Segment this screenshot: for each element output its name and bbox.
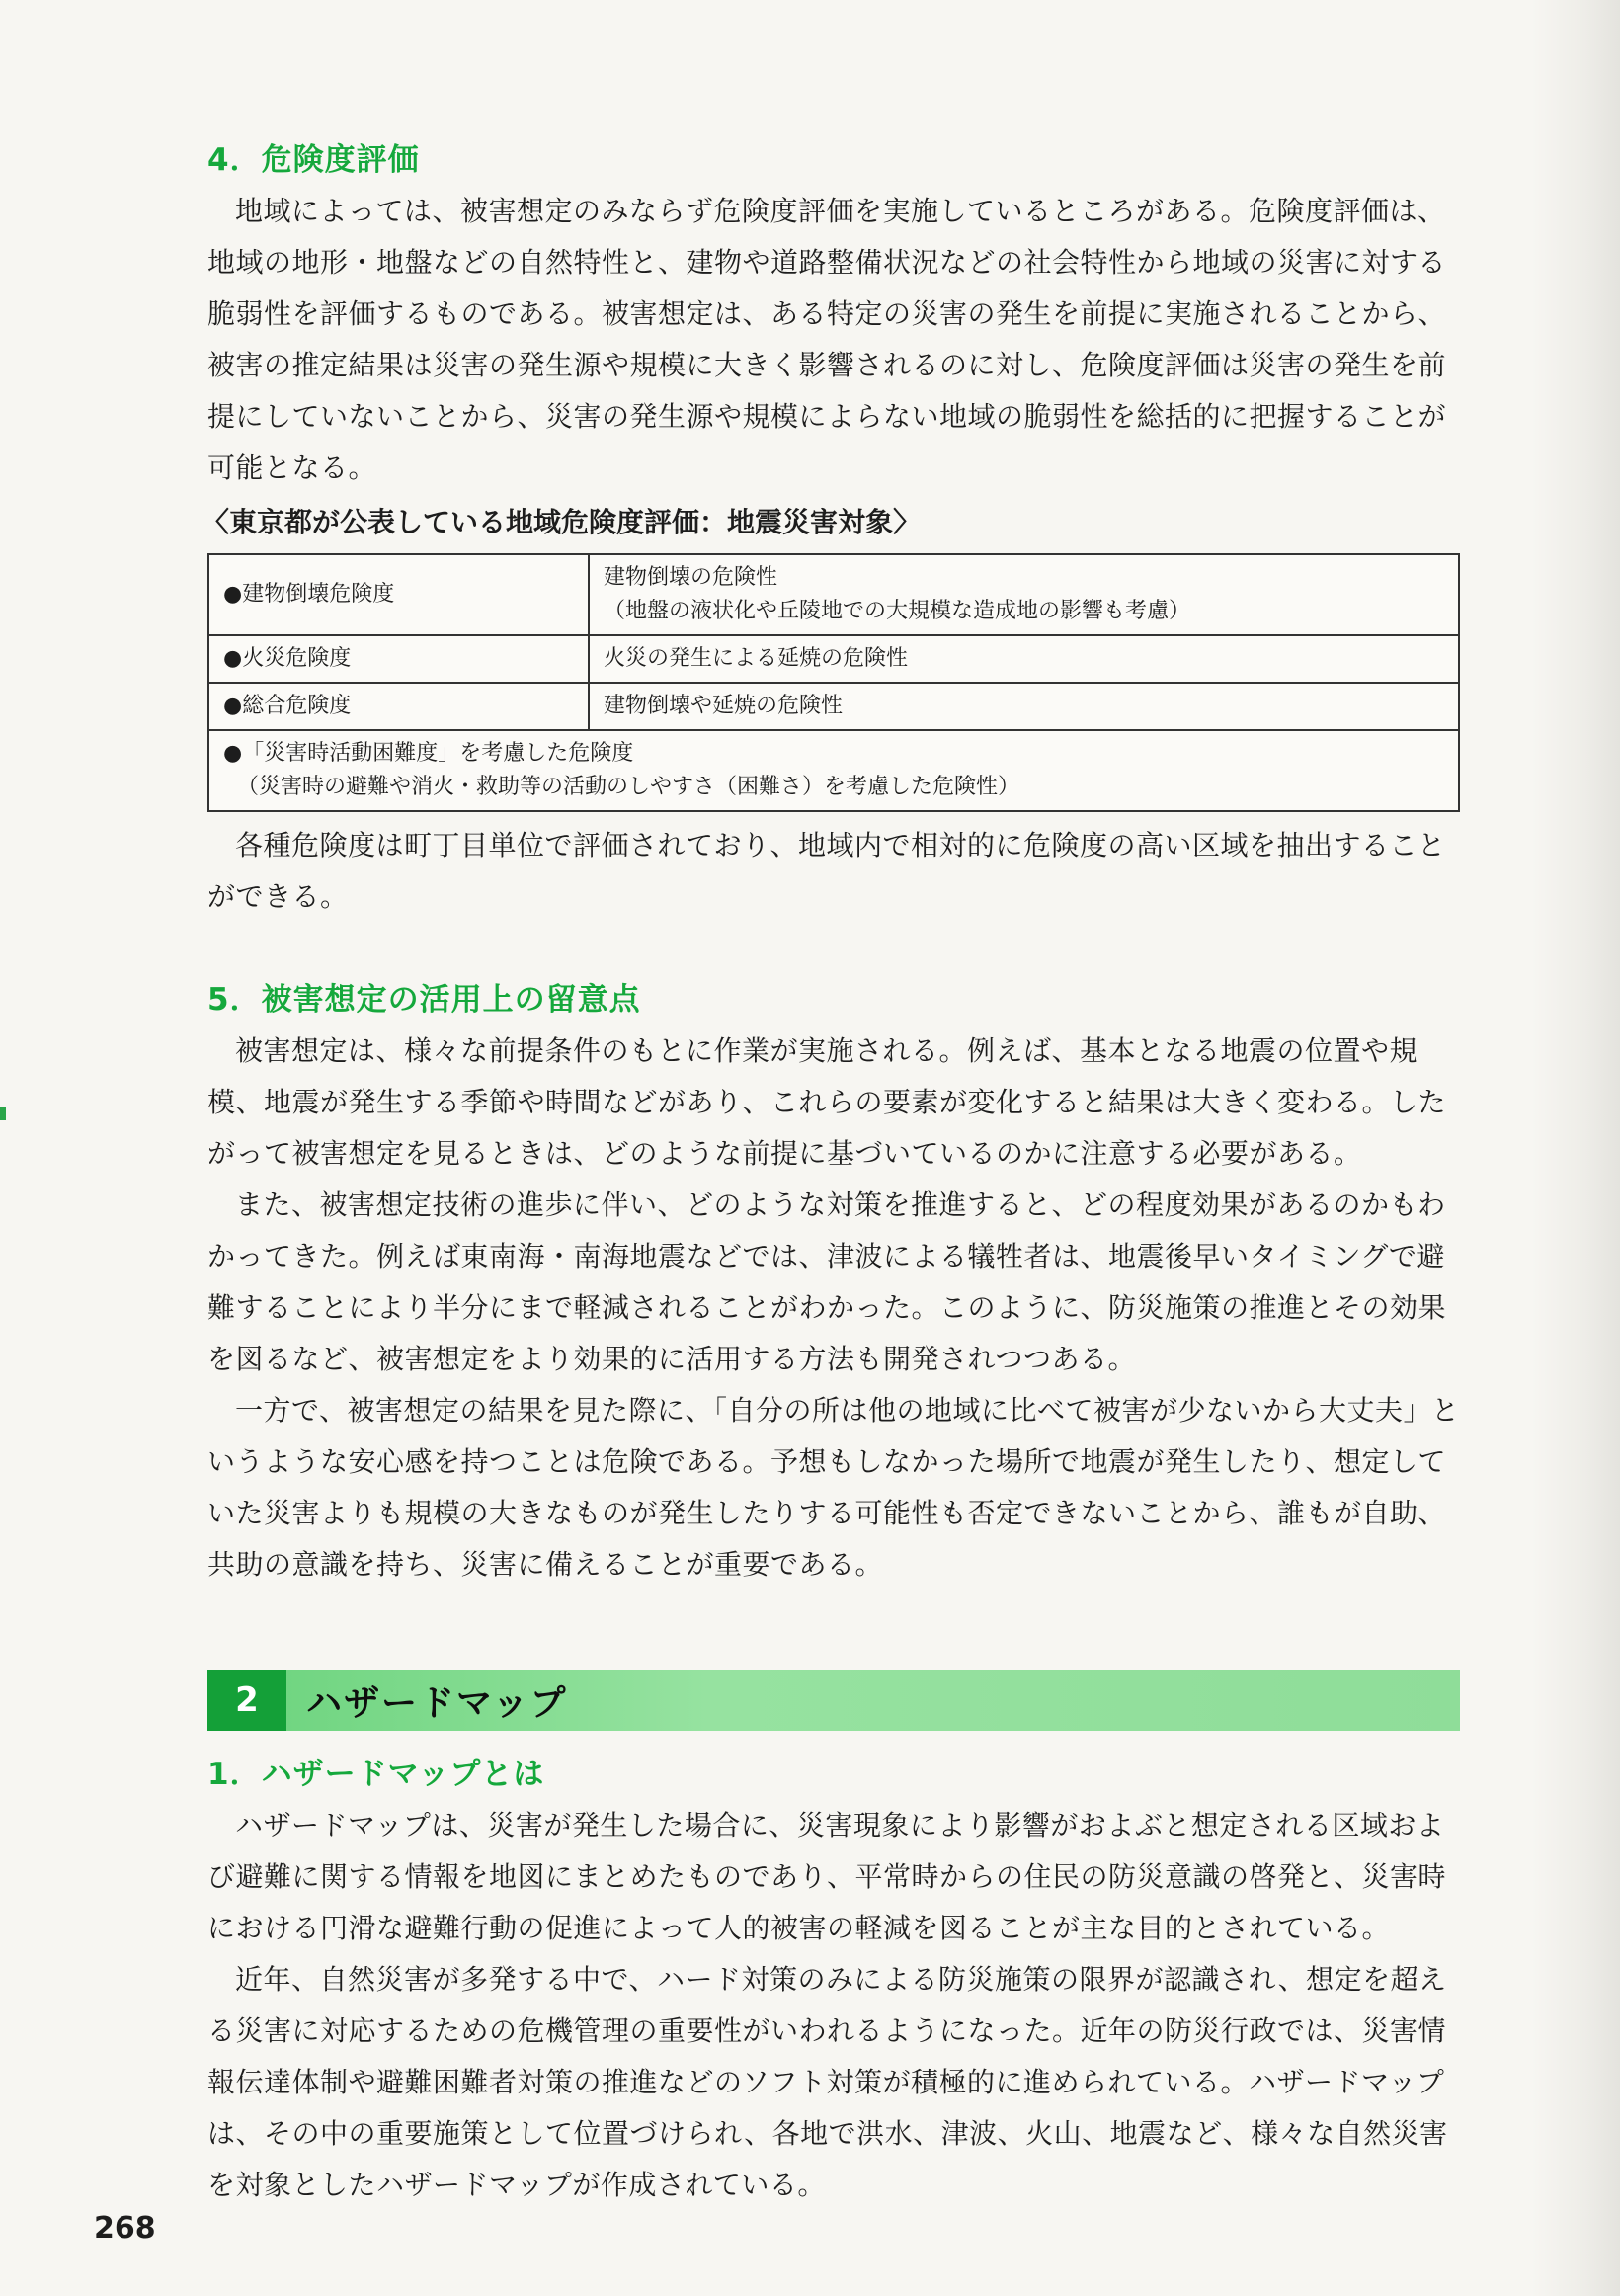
- table-row: [208, 635, 1459, 683]
- section-5-paragraph: 被害想定は、様々な前提条件のもとに作業が実施される。例えば、基本となる地震の位置や規模、地震が発生する季節や時間などがあり、これらの要素が変化すると結果は大きく変わる。したがって被害想定を見るときは、どのような前提に基づいているのかに注意する必要がある。: [207, 1034, 1447, 1170]
- risk-table-title: 〈東京都が公表している地域危険度評価：地震災害対象〉: [202, 506, 922, 538]
- table-row: [208, 683, 1459, 730]
- table-cell-label: ●総合危険度: [208, 683, 589, 730]
- after-table-paragraph: 各種危険度は町丁目単位で評価されており、地域内で相対的に危険度の高い区域を抽出することができる。: [207, 829, 1446, 913]
- section-5-paragraph: 一方で、被害想定の結果を見た際に、「自分の所は他の地域に比べて被害が少ないから大丈夫」というような安心感を持つことは危険である。予想もしなかった場所で地震が発生したり、想定していた災害よりも規模の大きなものが発生したりする可能性も否定できないことから、誰もが自助、共助の意識を持ち、災害に備えることが重要である。: [207, 1394, 1460, 1581]
- page-content: [202, 138, 1460, 2211]
- table-cell-desc-line: 建物倒壊の危険性: [604, 565, 778, 590]
- chapter-2-banner: [207, 1670, 1460, 1731]
- section-5-heading: 5．被害想定の活用上の留意点: [207, 982, 641, 1018]
- table-footer-line: ●「災害時活動困難度」を考慮した危険度: [223, 741, 634, 766]
- section-4-paragraph: 地域によっては、被害想定のみならず危険度評価を実施しているところがある。危険度評価は、地域の地形・地盤などの自然特性と、建物や道路整備状況などの社会特性から地域の災害に対する脆弱性を評価するものである。被害想定は、ある特定の災害の発生を前提に実施されることから、被害の推定結果は災害の発生源や規模に大きく影響されるのに対し、危険度評価は災害の発生を前提にしていないことから、災害の発生源や規模によらない地域の脆弱性を総括的に把握することが可能となる。: [207, 195, 1447, 484]
- margin-marker: [0, 1107, 6, 1120]
- subsection-1-paragraph: ハザードマップは、災害が発生した場合に、災害現象により影響がおよぶと想定される区域および避難に関する情報を地図にまとめたものであり、平常時からの住民の防災意識の啓発と、災害時における円滑な避難行動の促進によって人的被害の軽減を図ることが主な目的とされている。: [207, 1809, 1447, 1944]
- risk-table: [207, 553, 1460, 812]
- table-row: [208, 730, 1459, 811]
- table-cell-desc-line: （地盤の液状化や丘陵地での大規模な造成地の影響も考慮）: [604, 599, 1191, 623]
- section-4-heading: 4．危険度評価: [207, 142, 420, 178]
- table-cell-desc: 建物倒壊や延焼の危険性: [589, 683, 1459, 730]
- table-cell-desc: [589, 554, 1459, 635]
- table-row: [208, 554, 1459, 635]
- chapter-title: ハザードマップ: [306, 1682, 568, 1724]
- table-footer-line: （災害時の避難や消火・救助等の活動のしやすさ（困難さ）を考慮した危険性）: [237, 775, 1020, 799]
- section-5-paragraph: また、被害想定技術の進歩に伴い、どのような対策を推進すると、どの程度効果があるのかもわかってきた。例えば東南海・南海地震などでは、津波による犠牲者は、地震後早いタイミングで避難することにより半分にまで軽減されることがわかった。このように、防災施策の推進とその効果を図るなど、被害想定をより効果的に活用する方法も開発されつつある。: [207, 1189, 1447, 1375]
- subsection-1-heading: 1．ハザードマップとは: [207, 1757, 545, 1792]
- page-number: 268: [94, 2211, 156, 2246]
- subsection-1-paragraph: 近年、自然災害が多発する中で、ハード対策のみによる防災施策の限界が認識され、想定を超える災害に対応するための危機管理の重要性がいわれるようになった。近年の防災行政では、災害情報伝達体制や避難困難者対策の推進などのソフト対策が積極的に進められている。ハザードマップは、その中の重要施策として位置づけられ、各地で洪水、津波、火山、地震など、様々な自然災害を対象としたハザードマップが作成されている。: [207, 1963, 1448, 2201]
- table-cell-label: ●火災危険度: [208, 635, 589, 683]
- table-cell-label: ●建物倒壊危険度: [208, 554, 589, 635]
- table-cell-desc: 火災の発生による延焼の危険性: [589, 635, 1459, 683]
- page-edge-shadow: [1531, 0, 1620, 2296]
- table-cell-footer: [208, 730, 1459, 811]
- chapter-number: 2: [207, 1670, 286, 1731]
